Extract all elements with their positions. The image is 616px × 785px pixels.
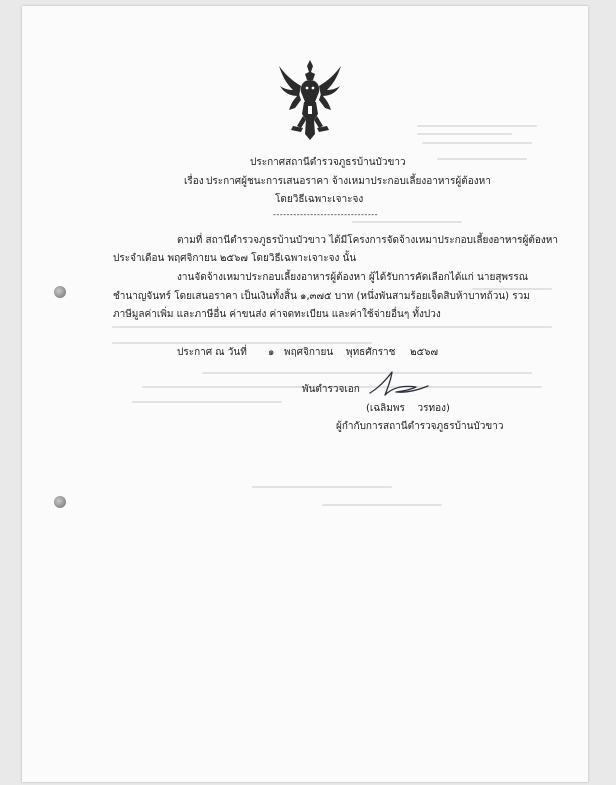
paragraph-2-line-2: ชำนาญจันทร์ โดยเสนอราคา เป็นเงินทั้งสิ้น ๑,๓๗๕ บาท (หนึ่งพันสามร้อยเจ็ดสิบห้าบาทถ้วน) รวม [113,291,530,302]
subject-label: เรื่อง [184,176,204,187]
paragraph-2-line-1: งานจัดจ้างเหมาประกอบเลี้ยงอาหารผู้ต้องหา ผู้ได้รับการคัดเลือกได้แก่ นายสุพรรณ [177,272,529,283]
signatory-name: (เฉลิมพร วรทอง) [366,403,450,414]
punch-hole-bottom [54,496,66,508]
year-label: พุทธศักราช [346,347,396,358]
announcement-day: ๑ [268,347,275,358]
signatory-position: ผู้กำกับการสถานีตำรวจภูธรบ้านบัวขาว [336,421,504,432]
paragraph-2-line-3: ภาษีมูลค่าเพิ่ม และภาษีอื่น ค่าขนส่ง ค่าจดทะเบียน และค่าใช้จ่ายอื่นๆ ทั้งปวง [113,309,441,320]
handwritten-signature [364,366,434,400]
announcement-title: ประกาศสถานีตำรวจภูธรบ้านบัวขาว [250,157,406,168]
announcement-month: พฤศจิกายน [284,347,334,358]
announced-at-label: ประกาศ ณ วันที่ [177,347,247,358]
announcement-subject: ประกาศผู้ชนะการเสนอราคา จ้างเหมาประกอบเลี้ยงอาหารผู้ต้องหา [206,176,491,187]
garuda-emblem-icon [277,58,343,142]
paragraph-1-line-1: ตามที่ สถานีตำรวจภูธรบ้านบัวขาว ได้มีโครงการจัดจ้างเหมาประกอบเลี้ยงอาหารผู้ต้องหา [177,235,558,246]
punch-hole-top [54,286,66,298]
procurement-method: โดยวิธีเฉพาะเจาะจง [275,194,364,205]
announcement-year: ๒๕๖๗ [410,347,439,358]
document-page [22,6,588,782]
paragraph-1-line-2: ประจำเดือน พฤศจิกายน ๒๕๖๗ โดยวิธีเฉพาะเจาะจง นั้น [113,253,357,264]
header-divider: ------------------------------- [273,210,378,219]
signatory-rank: พันตำรวจเอก [302,384,360,395]
